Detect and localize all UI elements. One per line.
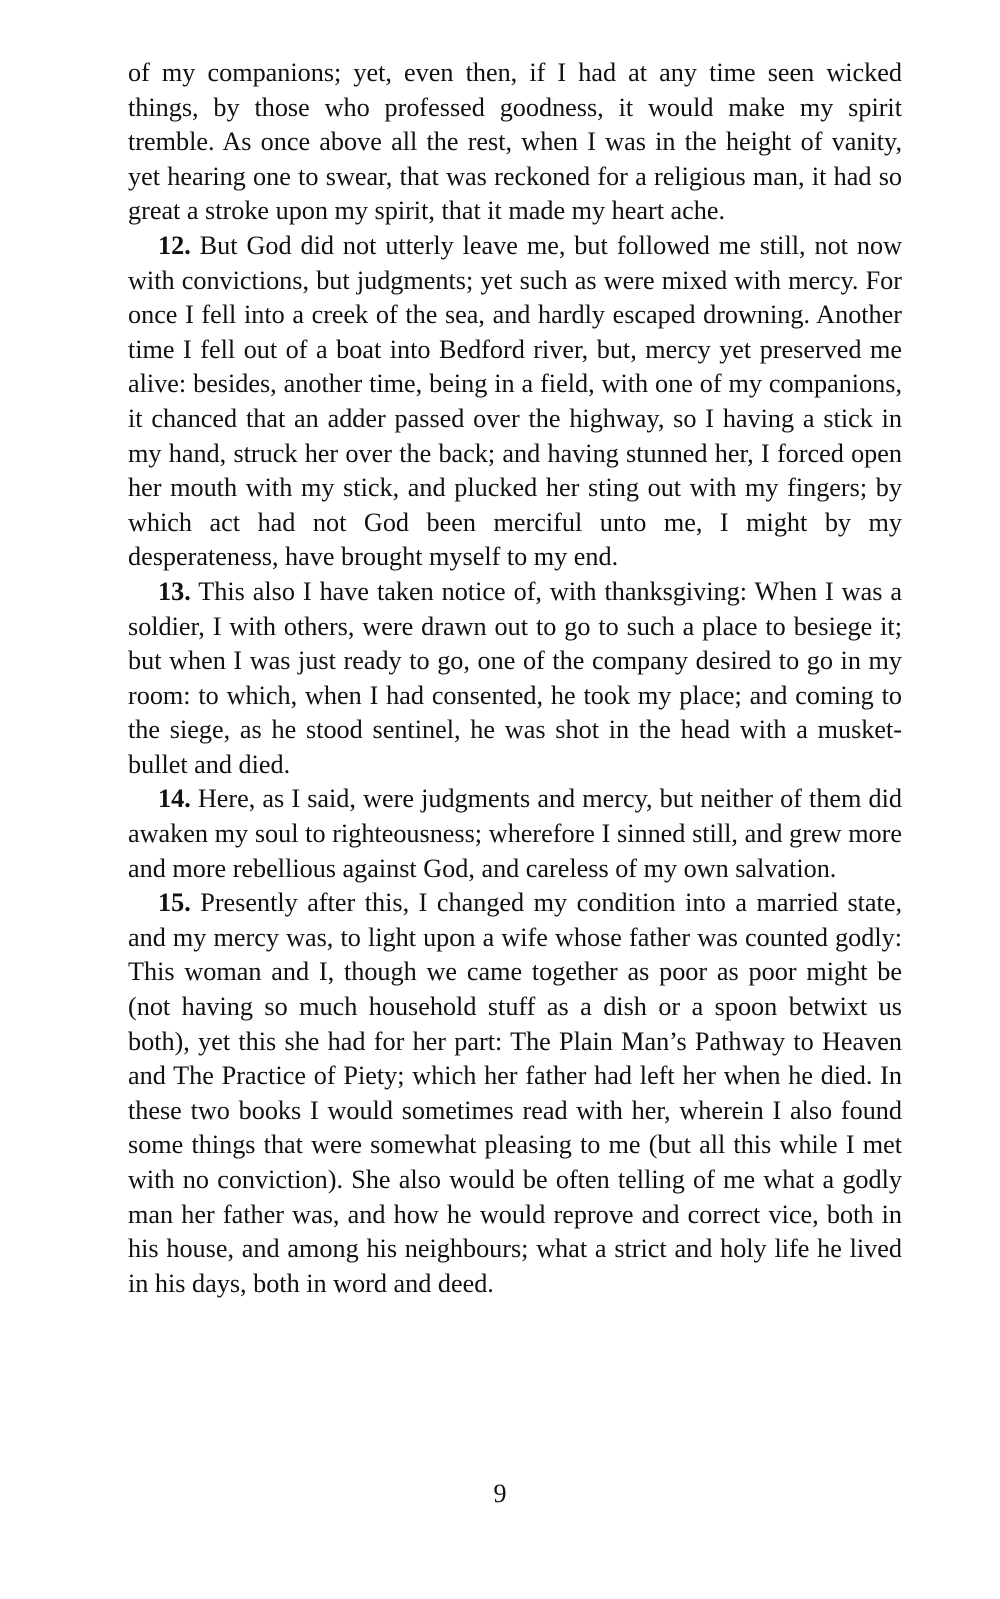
paragraph-14 xyxy=(128,782,902,886)
paragraph-number: 15. xyxy=(158,888,191,918)
paragraph-number: 13. xyxy=(158,576,191,606)
paragraph-number: 14. xyxy=(158,784,191,814)
page-body xyxy=(128,56,902,1301)
paragraph-text: This also I have taken notice of, with thanksgiving: When I was a soldier, I with others, were drawn out to go to such a place to besiege it; but when I was just ready to go, one of the company desired to go in my room: to which, when I had consented, he took my place; and coming to the siege, as he stood sentinel, he was shot in the head with a musket-bullet and died. xyxy=(128,576,902,779)
paragraph-text: Here, as I said, were judgments and mercy, but neither of them did awaken my soul to righteousness; wherefore I sinned still, and grew more and more rebellious against God, and careless of my own salvation. xyxy=(128,784,902,883)
paragraph-15 xyxy=(128,886,902,1301)
paragraph-number: 12. xyxy=(158,230,191,260)
paragraph-continued xyxy=(128,56,902,229)
paragraph-text: of my companions; yet, even then, if I had at any time seen wicked things, by those who professed goodness, it would make my spirit tremble. As once above all the rest, when I was in the height of vanity, yet hearing one to swear, that was reckoned for a religious man, it had so great a stroke upon my spirit, that it made my heart ache. xyxy=(128,58,902,226)
paragraph-12 xyxy=(128,229,902,575)
paragraph-13 xyxy=(128,575,902,783)
page-number: 9 xyxy=(493,1479,507,1508)
paragraph-text: Presently after this, I changed my condition into a married state, and my mercy was, to light upon a wife whose father was counted godly: This woman and I, though we came together as poor as poor might be (not having so much household stuff as a dish or a spoon betwixt us both), yet this she had for her part: The Plain Man’s Pathway to Heaven and The Practice of Piety; which her father had left her when he died. In these two books I would sometimes read with her, wherein I also found some things that were somewhat pleasing to me (but all this while I met with no conviction). She also would be often telling of me what a godly man her father was, and how he would reprove and correct vice, both in his house, and among his neighbours; what a strict and holy life he lived in his days, both in word and deed. xyxy=(128,888,902,1298)
paragraph-text: But God did not utterly leave me, but followed me still, not now with convictions, but judgments; yet such as were mixed with mercy. For once I fell into a creek of the sea, and hardly escaped drowning. Another time I fell out of a boat into Bedford river, but, mercy yet preserved me alive: besides, another time, being in a field, with one of my companions, it chanced that an adder passed over the highway, so I having a stick in my hand, struck her over the back; and having stunned her, I forced open her mouth with my stick, and plucked her sting out with my fingers; by which act had not God been merciful unto me, I might by my desperateness, have brought myself to my end. xyxy=(128,230,902,572)
